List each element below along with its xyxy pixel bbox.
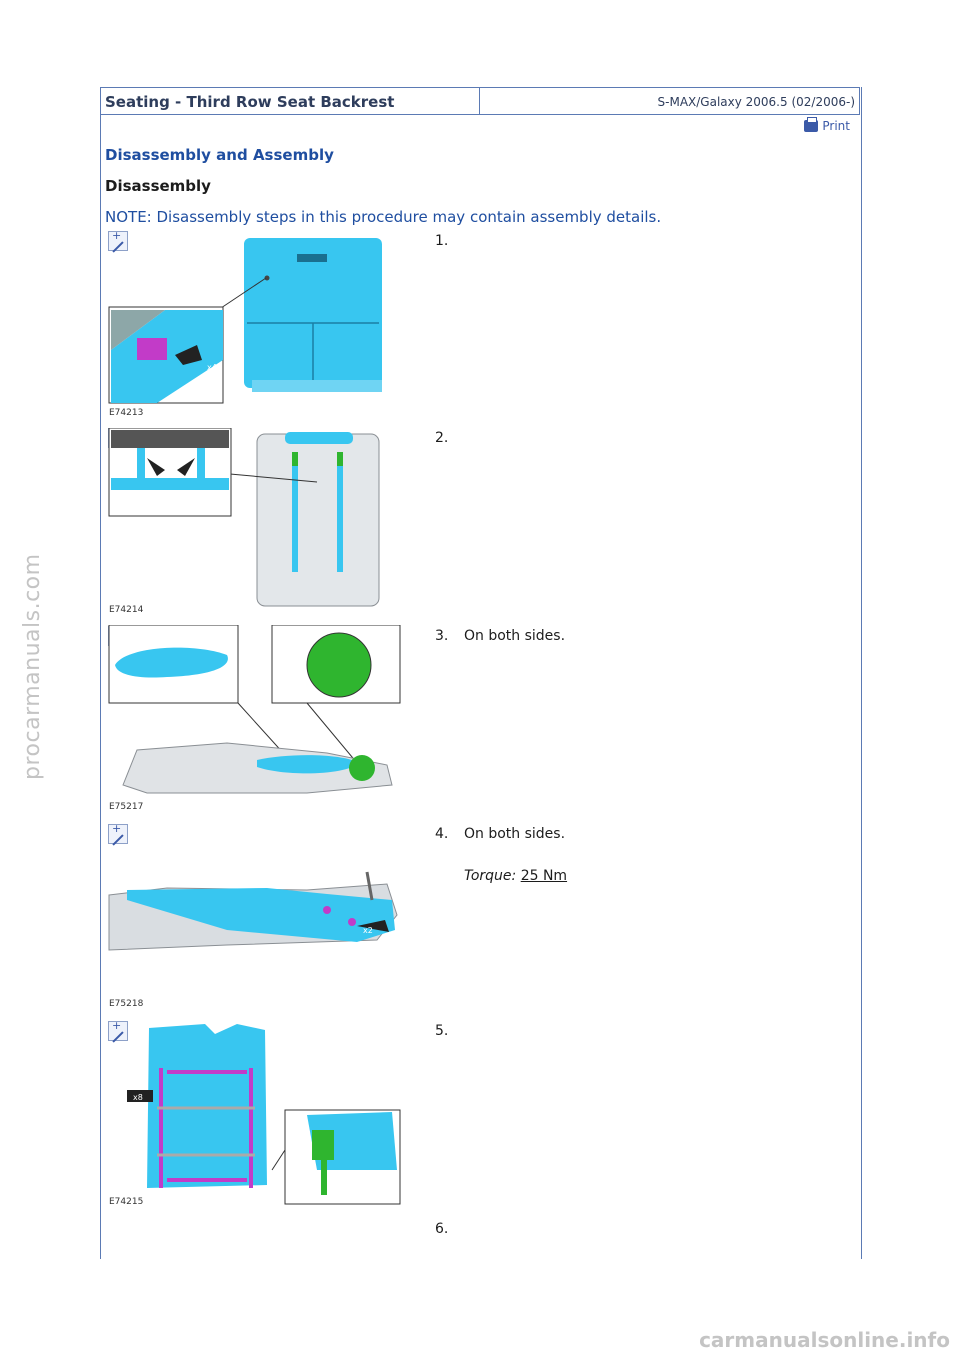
step-number: 4. xyxy=(435,826,449,842)
figure-step-4[interactable] xyxy=(107,860,405,1010)
procedure-note: NOTE: Disassembly steps in this procedure may contain assembly details. xyxy=(105,208,662,226)
print-link[interactable] xyxy=(804,119,850,133)
step-number: 1. xyxy=(435,233,449,249)
step-number: 6. xyxy=(435,1221,449,1237)
figure-code-2: E74214 xyxy=(109,605,144,615)
figure-step-3[interactable] xyxy=(107,625,405,813)
doc-header xyxy=(100,87,860,115)
step-number: 5. xyxy=(435,1023,449,1039)
torque-value[interactable]: 25 Nm xyxy=(520,868,568,884)
figure-code-4: E75218 xyxy=(109,999,144,1009)
step-text: On both sides. xyxy=(464,826,566,842)
section-title: Disassembly and Assembly xyxy=(105,146,334,164)
step-text: On both sides. xyxy=(464,628,566,644)
side-watermark: procarmanuals.com xyxy=(20,553,45,780)
bottom-watermark: carmanualsonline.info xyxy=(699,1328,950,1352)
model-range: S-MAX/Galaxy 2006.5 (02/2006-) xyxy=(657,95,855,109)
step1-callout: x4 xyxy=(207,363,217,372)
figure-step-2[interactable] xyxy=(107,428,405,616)
figure-code-3: E75217 xyxy=(109,802,144,812)
subsection-title: Disassembly xyxy=(105,177,211,195)
zoom-icon[interactable] xyxy=(108,824,128,844)
figure-step-1[interactable] xyxy=(107,230,405,418)
torque-spec xyxy=(464,868,567,884)
figure-code-5: E74215 xyxy=(109,1197,144,1207)
step4-callout: x2 xyxy=(363,926,373,935)
step5-callout: x8 xyxy=(133,1093,143,1102)
doc-title: Seating - Third Row Seat Backrest xyxy=(101,88,480,114)
step-number: 3. xyxy=(435,628,449,644)
print-label: Print xyxy=(822,119,850,133)
figure-code-1: E74213 xyxy=(109,408,144,418)
torque-label: Torque: xyxy=(464,868,517,884)
figure-step-5[interactable] xyxy=(107,1020,405,1210)
printer-icon xyxy=(804,120,818,132)
step-number: 2. xyxy=(435,430,449,446)
